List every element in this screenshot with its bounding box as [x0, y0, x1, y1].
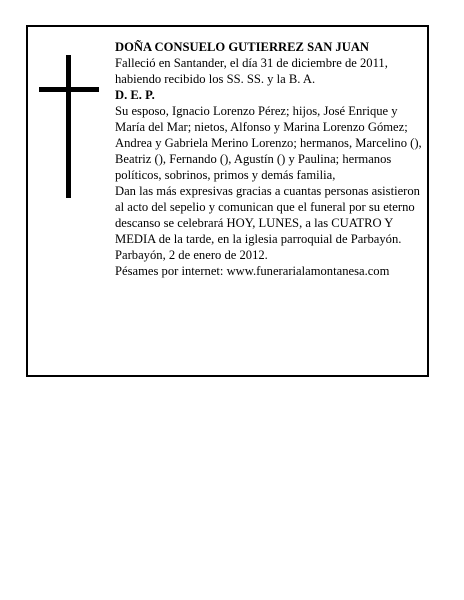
thanks-paragraph: Dan las más expresivas gracias a cuantas personas asistieron al acto del sepelio y comunican que el funeral por su eterno descanso se celebrará HOY, LUNES, a las CUATRO Y MEDIA de la tarde, en la iglesia parroquial de Parbayón. [115, 184, 420, 246]
condolences-line: Pésames por internet: www.funerarialamontanesa.com [115, 264, 390, 278]
obituary-notice [26, 25, 429, 377]
obituary-text [115, 39, 427, 279]
cross-icon [39, 55, 99, 198]
deceased-name: DOÑA CONSUELO GUTIERREZ SAN JUAN [115, 40, 370, 54]
cross-vertical-bar [66, 55, 71, 198]
place-date: Parbayón, 2 de enero de 2012. [115, 248, 268, 262]
death-notice: Falleció en Santander, el día 31 de diciembre de 2011, habiendo recibido los SS. SS. y la B. A. [115, 56, 388, 86]
family-list: Su esposo, Ignacio Lorenzo Pérez; hijos, José Enrique y María del Mar; nietos, Alfonso y Marina Lorenzo Gómez; Andrea y Gabriela Merino Lorenzo; hermanos, Marcelino (), Beatriz (), Fernando (), Agustín () y Paulina; hermanos políticos, sobrinos, primos y demás familia, [115, 104, 422, 182]
cross-horizontal-bar [39, 87, 99, 92]
rest-in-peace: D. E. P. [115, 88, 155, 102]
